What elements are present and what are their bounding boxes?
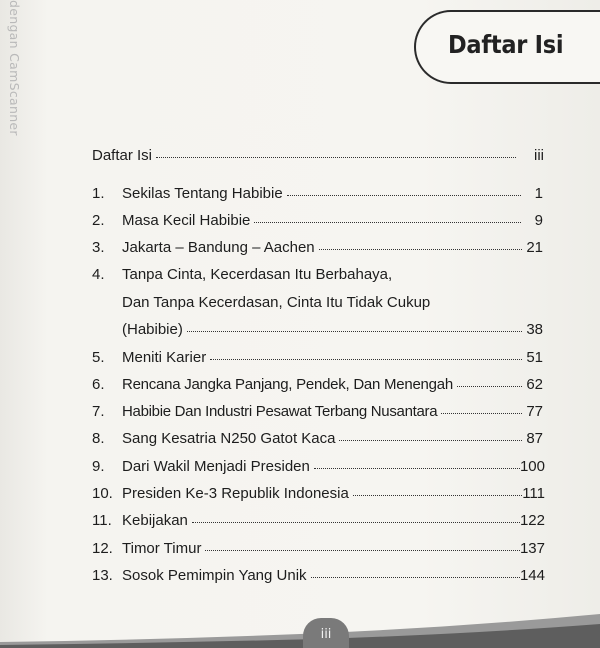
leader-dots bbox=[314, 466, 520, 469]
toc-entry-10[interactable] bbox=[92, 484, 545, 504]
toc-entry-page: 62 bbox=[526, 376, 543, 393]
toc-entry-page: 122 bbox=[519, 512, 545, 529]
leader-dots bbox=[254, 220, 520, 223]
toc-entry-13[interactable] bbox=[92, 566, 545, 586]
toc-entry-number: 7. bbox=[92, 403, 105, 420]
toc-intro-label: Daftar Isi bbox=[92, 147, 153, 164]
toc-entry-page: 38 bbox=[526, 321, 543, 338]
toc-entry-label: Sekilas Tentang Habibie bbox=[122, 185, 283, 202]
toc-entry-number: 3. bbox=[92, 239, 105, 256]
leader-dots bbox=[339, 438, 522, 441]
leader-dots bbox=[187, 329, 522, 332]
toc-entry-1[interactable] bbox=[92, 184, 543, 204]
toc-entry-label: Masa Kecil Habibie bbox=[122, 212, 251, 229]
page-number: iii bbox=[320, 627, 332, 642]
toc-entry-number: 2. bbox=[92, 212, 105, 229]
leader-dots bbox=[210, 357, 522, 360]
leader-dots bbox=[156, 155, 516, 158]
toc-entry-number: 11. bbox=[92, 512, 112, 529]
toc-entry-7[interactable] bbox=[92, 402, 543, 422]
toc-entry-label: Dari Wakil Menjadi Presiden bbox=[122, 458, 310, 475]
toc-entry-label: Tanpa Cinta, Kecerdasan Itu Berbahaya, bbox=[122, 266, 393, 283]
leader-dots bbox=[457, 384, 522, 387]
leader-dots bbox=[441, 411, 522, 414]
toc-entry-4-line-2: Dan Tanpa Kecerdasan, Cinta Itu Tidak Cukup bbox=[122, 294, 431, 311]
toc-entry-number: 4. bbox=[92, 266, 105, 283]
toc-entry-12[interactable] bbox=[92, 539, 545, 559]
toc-entry-page: 87 bbox=[526, 430, 543, 447]
toc-entry-4-line-3[interactable] bbox=[122, 320, 543, 340]
toc-entry-label: Rencana Jangka Panjang, Pendek, Dan Menengah bbox=[122, 376, 453, 393]
leader-dots bbox=[319, 247, 523, 250]
toc-intro-page: iii bbox=[534, 147, 544, 164]
leader-dots bbox=[311, 575, 520, 578]
toc-entry-number: 9. bbox=[92, 458, 105, 475]
leader-dots bbox=[287, 193, 521, 196]
toc-entry-2[interactable] bbox=[92, 211, 543, 231]
toc-entry-9[interactable] bbox=[92, 457, 545, 477]
leader-dots bbox=[192, 520, 520, 523]
toc-entry-label: Timor Timur bbox=[122, 540, 202, 557]
toc-entry-page: 9 bbox=[534, 212, 543, 229]
toc-entry-number: 13. bbox=[92, 567, 113, 584]
toc-entry-page: 77 bbox=[526, 403, 543, 420]
toc-entry-page: 144 bbox=[519, 567, 545, 584]
toc-entry-4-line-1[interactable] bbox=[92, 265, 543, 285]
toc-entry-number: 12. bbox=[92, 540, 113, 557]
toc-entry-label: Sang Kesatria N250 Gatot Kaca bbox=[122, 430, 336, 447]
toc-entry-number: 6. bbox=[92, 376, 105, 393]
toc-entry-page: 51 bbox=[526, 349, 543, 366]
footer-wave-decoration bbox=[0, 612, 600, 648]
toc-entry-number: 1. bbox=[92, 185, 105, 202]
toc-entry-label: (Habibie) bbox=[122, 321, 183, 338]
toc-entry-label: Jakarta – Bandung – Aachen bbox=[122, 239, 315, 256]
toc-entry-6[interactable] bbox=[92, 375, 543, 395]
toc-entry-11[interactable] bbox=[92, 511, 545, 531]
toc-entry-label: Kebijakan bbox=[122, 512, 188, 529]
toc-entry-3[interactable] bbox=[92, 238, 543, 258]
toc-entry-number: 10. bbox=[92, 485, 113, 502]
toc-intro-row[interactable] bbox=[92, 146, 544, 166]
toc-entry-page: 111 bbox=[522, 485, 545, 502]
leader-dots bbox=[353, 493, 522, 496]
toc-entry-number: 5. bbox=[92, 349, 105, 366]
toc-entry-page: 21 bbox=[526, 239, 543, 256]
toc-entry-page: 137 bbox=[519, 540, 545, 557]
toc-entry-label: Presiden Ke-3 Republik Indonesia bbox=[122, 485, 349, 502]
toc-entry-8[interactable] bbox=[92, 429, 543, 449]
toc-entry-page: 100 bbox=[519, 458, 545, 475]
toc-entry-page: 1 bbox=[534, 185, 543, 202]
toc-entry-number: 8. bbox=[92, 430, 105, 447]
toc-entry-label: Meniti Karier bbox=[122, 349, 207, 366]
toc-entry-label: Sosok Pemimpin Yang Unik bbox=[122, 567, 307, 584]
toc-entry-5[interactable] bbox=[92, 348, 543, 368]
page-title: Daftar Isi bbox=[448, 30, 564, 59]
scanner-watermark: dengan CamScanner bbox=[7, 0, 22, 136]
toc-entry-label: Habibie Dan Industri Pesawat Terbang Nusantara bbox=[122, 403, 438, 420]
leader-dots bbox=[205, 548, 520, 551]
